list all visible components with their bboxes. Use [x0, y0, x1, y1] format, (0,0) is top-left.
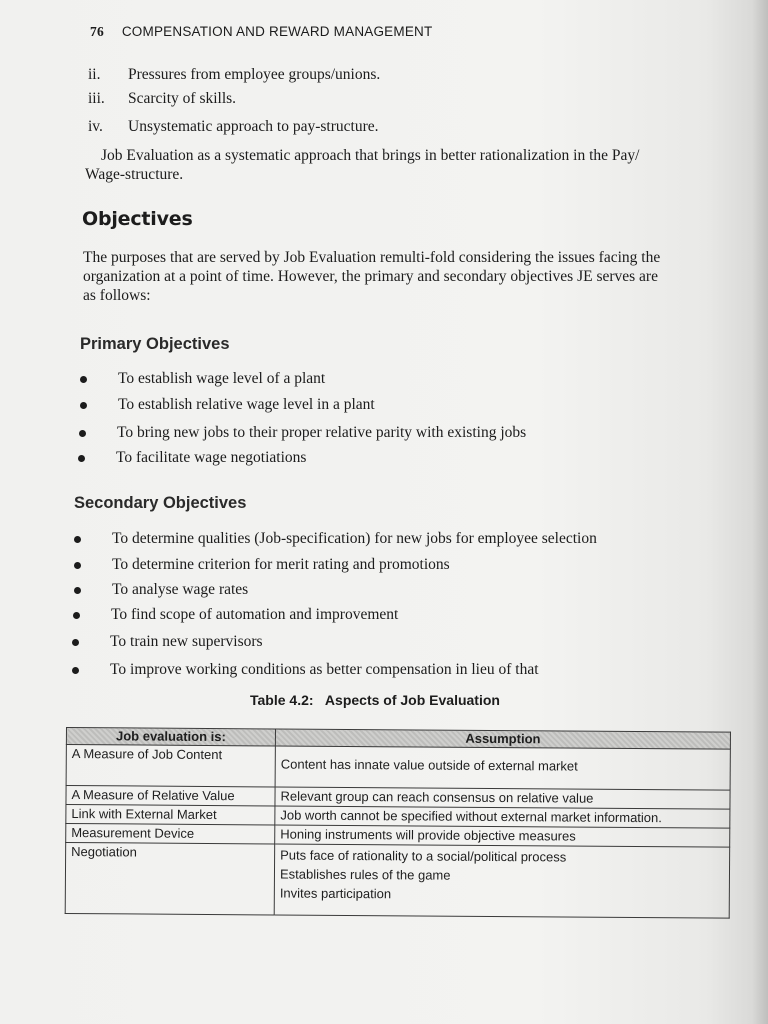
bullet-icon [80, 376, 87, 383]
bullet-text: To improve working conditions as better compensation in lieu of that [110, 661, 539, 678]
bullet-icon [80, 402, 87, 409]
assumption-line: Invites participation [279, 885, 392, 902]
aspect-cell: A Measure of Relative Value [66, 786, 275, 806]
table-row [65, 843, 729, 919]
bullet-text: To bring new jobs to their proper relative parity with existing jobs [117, 424, 527, 441]
assumption-line: Content has innate value outside of external market [280, 756, 578, 774]
table-caption [250, 692, 500, 708]
table-caption-label: Table 4.2: [250, 692, 314, 708]
aspect-cell: Link with External Market [66, 805, 275, 825]
aspect-cell: Negotiation [65, 843, 274, 915]
roman-item-text: Scarcity of skills. [128, 90, 237, 107]
bullet-text: To train new supervisors [110, 633, 263, 650]
bullet-text: To analyse wage rates [112, 581, 249, 598]
column-header-job-evaluation: Job evaluation is: [66, 728, 275, 746]
running-header [90, 24, 432, 40]
bullet-icon [78, 455, 85, 462]
section-heading-objectives: Objectives [82, 208, 193, 230]
paragraph-line: Wage-structure. [85, 166, 184, 183]
roman-numeral: iii. [88, 90, 105, 107]
primary-objectives-heading: Primary Objectives [80, 335, 230, 353]
assumption-cell [275, 746, 730, 790]
job-evaluation-table [65, 727, 731, 919]
objectives-paragraph [83, 248, 763, 305]
bullet-icon [74, 562, 81, 569]
running-title: COMPENSATION AND REWARD MANAGEMENT [121, 24, 433, 39]
assumption-line: Establishes rules of the game [279, 866, 451, 883]
bullet-text: To establish relative wage level in a plant [118, 396, 375, 413]
bullet-text: To find scope of automation and improvement [111, 606, 399, 623]
assumption-cell [274, 844, 729, 918]
bullet-icon [72, 639, 79, 646]
table-row [66, 745, 730, 791]
bullet-icon [74, 536, 81, 543]
secondary-objectives-heading: Secondary Objectives [74, 494, 247, 512]
paragraph-line: The purposes that are served by Job Evaluation remulti-fold considering the issues facing the [83, 249, 661, 266]
roman-numeral: ii. [88, 66, 101, 83]
aspect-cell: Measurement Device [66, 824, 275, 844]
assumption-line: Puts face of rationality to a social/political process [280, 847, 567, 865]
page-number: 76 [90, 24, 104, 39]
bullet-icon [74, 587, 81, 594]
assumption-line: Honing instruments will provide objective measures [280, 826, 576, 844]
paragraph-line: as follows: [83, 287, 151, 304]
bullet-text: To determine criterion for merit rating and promotions [112, 556, 450, 573]
bullet-text: To determine qualities (Job-specification) for new jobs for employee selection [112, 530, 597, 547]
paragraph-line: organization at a point of time. However, the primary and secondary objectives JE serves are [83, 268, 658, 285]
assumption-line: Job worth cannot be specified without external market information. [280, 807, 662, 826]
bullet-icon [73, 612, 80, 619]
paragraph-line: Job Evaluation as a systematic approach that brings in better rationalization in the Pay/ [101, 147, 640, 164]
assumption-line: Relevant group can reach consensus on relative value [280, 788, 594, 806]
roman-item-text: Pressures from employee groups/unions. [128, 66, 381, 83]
bullet-icon [79, 430, 86, 437]
bullet-text: To establish wage level of a plant [118, 370, 326, 387]
intro-paragraph [85, 146, 765, 184]
bullet-icon [72, 667, 79, 674]
column-header-assumption: Assumption [275, 729, 730, 749]
roman-numeral: iv. [88, 118, 103, 135]
bullet-text: To facilitate wage negotiations [116, 449, 307, 466]
table-caption-title: Aspects of Job Evaluation [324, 692, 500, 708]
aspect-cell: A Measure of Job Content [66, 745, 275, 787]
roman-item-text: Unsystematic approach to pay-structure. [128, 118, 379, 135]
